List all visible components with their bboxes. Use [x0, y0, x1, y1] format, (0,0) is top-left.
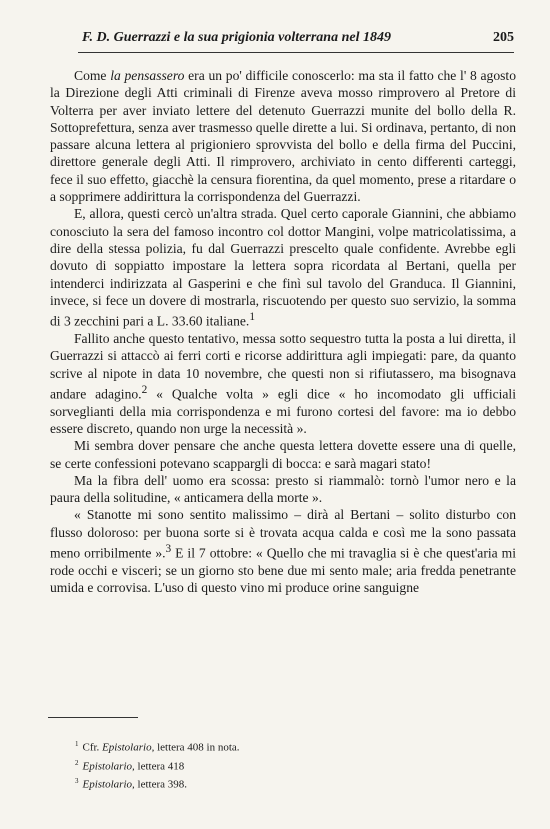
paragraph-6: « Stanotte mi sono sentito malissimo – dirà al Bertani – solito disturbo con flusso doloroso: per buona sorte si è trovata acqua calda e così me la sono passata meno orribilmente ».$^3$ E il 7 ottobre: « Quello che mi travaglia si è che quest'aria mi rode occhi e visceri; se un giorno sto bene due mi sento male; aria fredda penetrante umida e corrovisa. L'uso di questo vino mi produce orine sanguigne: [50, 507, 516, 596]
page-number: 205: [493, 30, 514, 45]
footnote: $^1$ Cfr. Epistolario, lettera 408 in nota.: [75, 740, 240, 754]
footnote-ref: 2: [141, 383, 148, 396]
paragraph-3: Fallito anche questo tentativo, messa sotto sequestro tutta la posta a lui diretta, il Guerrazzi si attaccò ai ferri corti e ricorse addirittura agli impiegati: pare, da quanto scrive al nipote in data 10 novembre, che questi non si rifiutassero, ma bisognava andare adagino.$^2$ « Qualche volta » egli dice « ho incomodato gli ufficiali sorveglianti della mia corrispondenza e mi furono cortesi del favore: ma io debbo essere discreto, quando non urge la necessità ».: [50, 330, 516, 436]
paragraph-5: Ma la fibra dell' uomo era scossa: presto si riammalò: tornò l'umor nero e la paura della solitudine, « anticamera della morte ».: [50, 472, 516, 506]
body-text: [50, 67, 516, 597]
footnotes: [75, 737, 240, 793]
footnote: $^2$ Epistolario, lettera 418: [75, 758, 185, 773]
footnote-ref: 1: [249, 311, 255, 324]
footnote-rule: [48, 717, 138, 718]
footnote-ref: 3: [165, 543, 172, 556]
italic-phrase: la pensassero: [110, 68, 185, 83]
paragraph-2: E, allora, questi cercò un'altra strada. Quel certo caporale Giannini, che abbiamo conosciuto la sera del famoso incontro col dottor Mangini, volpe matricolatissima, a dire della stessa polizia, fu dal Guerrazzi prescelto quale confidente. Avrebbe egli dovuto di soppiatto impostare la lettera sopra ricordata al Bertani, quella per intenderci indirizzata al Gasperini e che finì sul tavolo del Granduca. Il Giannini, invece, si fece un dovere di mostrarla, riscuotendo per questo suo servizio, la somma di 3 zecchini pari a L. 33.60 italiane.$^1$: [50, 206, 516, 329]
paragraph-4: Mi sembra dover pensare che anche questa lettera dovette essere una di quelle, se certe confessioni potevano scappargli di bocca: e sarà magari stato!: [50, 438, 516, 471]
footnote: $^3$ Epistolario, lettera 398.: [75, 777, 187, 791]
paragraph-1: Come la pensassero era un po' difficile conoscerlo: ma sta il fatto che l' 8 agosto la Direzione degli Atti criminali di Firenze aveva mosso rimprovero al Pretore di Volterra per aver inviato lettere del detenuto Guerrazzi munite del bollo della R. Sottoprefettura, senza aver trasmesso quelle dirette a lui. Si ordinava, pertanto, di non passare alcuna lettera al prigioniero sprovvista del bollo e della firma del Puccini, direttore generale degli Atti. Il rimprovero, archiviato in cento differenti carteggi, fece il suo effetto, giacchè la censura fiorentina, da quel momento, prese a ritardare o a sopprimere addirittura la corrispondenza del Guerrazzi.: [50, 68, 517, 205]
header-rule: [78, 52, 514, 53]
running-title: F. D. Guerrazzi e la sua prigionia volterrana nel 1849: [82, 30, 391, 45]
running-header: [82, 30, 514, 46]
